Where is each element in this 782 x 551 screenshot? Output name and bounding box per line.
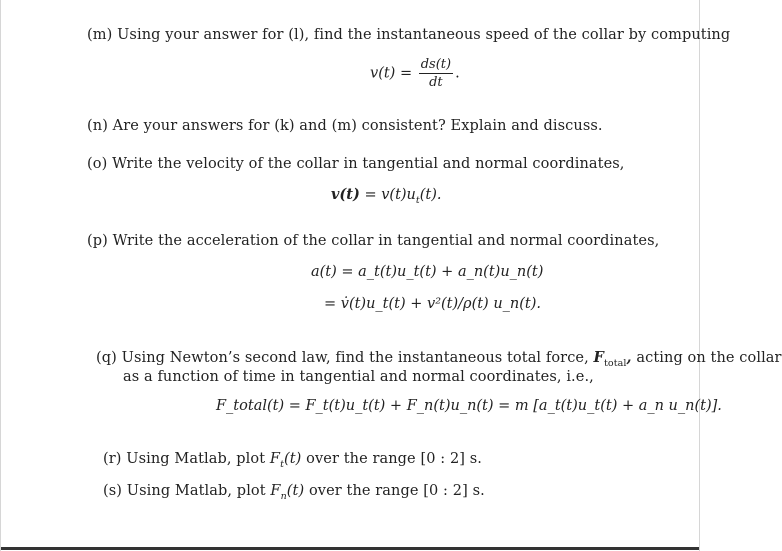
item-m-text: Using your answer for (l), find the instantaneous speed of the collar by computing: [117, 27, 731, 43]
velocity-sub: t: [415, 194, 420, 206]
velocity-rhs: = v(t)u: [359, 187, 416, 203]
velocity-tail: (t).: [419, 187, 442, 203]
item-q-line2: [123, 369, 594, 385]
item-q: [96, 349, 782, 369]
item-s-range: [0 : 2]: [423, 483, 468, 499]
accel-equation-line1: [311, 264, 543, 280]
item-r: [103, 451, 482, 470]
item-q-text2: acting on the collar: [636, 350, 782, 366]
speed-equation-lhs: v(t) =: [370, 65, 413, 82]
item-s: [103, 483, 485, 502]
velocity-equation: [331, 186, 441, 206]
item-s-var: $F_n(t)$: [270, 483, 305, 502]
item-q-label: (q): [96, 350, 117, 366]
item-s-unit: s.: [472, 483, 485, 499]
item-r-range: [0 : 2]: [420, 451, 466, 467]
item-n-text: Are your answers for (k) and (m) consistent? Explain and discuss.: [112, 118, 603, 134]
force-equation: [216, 398, 722, 414]
accel-line2-text: = v̇(t)u_t(t) + v²(t)/ρ(t) u_n(t).: [324, 296, 541, 312]
item-q-line2-text: as a function of time in tangential and normal coordinates, i.e.,: [123, 369, 594, 385]
item-p-text: Write the acceleration of the collar in tangential and normal coordinates,: [112, 233, 660, 249]
item-m: [87, 27, 730, 43]
speed-fraction: [419, 57, 453, 90]
force-equation-text: F_total(t) = F_t(t)u_t(t) + F_n(t)u_n(t) = m [a_t(t)u_t(t) + a_n u_n(t)].: [216, 398, 722, 414]
item-s-label: (s): [103, 483, 123, 499]
bottom-border: [1, 547, 699, 550]
item-r-text1: Using Matlab, plot: [126, 451, 266, 467]
item-s-text2: over the range: [308, 483, 419, 499]
item-q-ftotal: $F_{total}$,: [593, 349, 632, 369]
item-o: [87, 156, 625, 172]
speed-numerator: ds(t): [420, 57, 452, 72]
item-n-label: (n): [87, 118, 108, 134]
accel-line1-text: a(t) = a_t(t)u_t(t) + a_n(t)u_n(t): [311, 264, 544, 280]
item-o-label: (o): [87, 156, 108, 172]
item-r-text2: over the range: [306, 451, 416, 467]
item-q-text1: Using Newton’s second law, find the instantaneous total force,: [121, 350, 589, 366]
item-r-label: (r): [103, 451, 122, 467]
item-r-var: $F_t(t)$: [269, 451, 302, 470]
item-o-text: Write the velocity of the collar in tangential and normal coordinates,: [112, 156, 625, 172]
speed-tail: .: [455, 65, 460, 82]
item-n: [87, 118, 603, 134]
accel-equation-line2: [324, 296, 541, 312]
item-s-text1: Using Matlab, plot: [126, 483, 266, 499]
item-r-unit: s.: [469, 451, 483, 467]
speed-denominator: dt: [429, 75, 443, 90]
item-p: [87, 233, 659, 249]
velocity-lhs: v(t): [331, 186, 360, 203]
item-m-label: (m): [87, 27, 113, 43]
item-p-label: (p): [87, 233, 108, 249]
speed-equation: [370, 57, 460, 90]
